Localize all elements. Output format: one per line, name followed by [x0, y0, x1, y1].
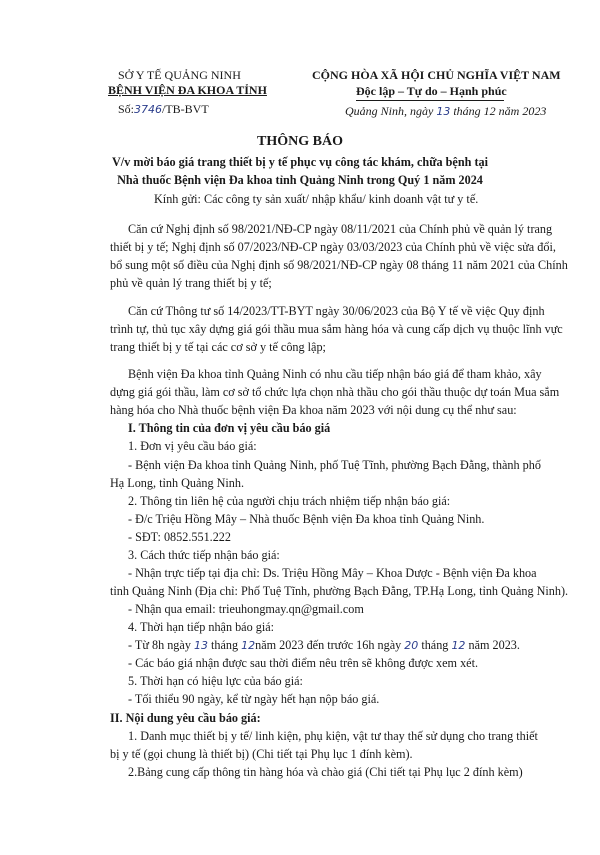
date-suffix: tháng 12 năm 2023 [453, 104, 547, 118]
body-line: 3. Cách thức tiếp nhận báo giá: [128, 548, 280, 562]
doc-no-prefix: Số: [118, 102, 135, 116]
body-line: - Đ/c Triệu Hồng Mây – Nhà thuốc Bệnh viện Đa khoa tỉnh Quảng Ninh. [128, 512, 485, 526]
agency-name: SỞ Y TẾ QUẢNG NINH [118, 68, 241, 82]
body-line: Hạ Long, tỉnh Quảng Ninh. [110, 476, 245, 490]
date-prefix: Quảng Ninh, ngày [345, 104, 434, 118]
body-line: - Bệnh viện Đa khoa tỉnh Quảng Ninh, phố Tuệ Tĩnh, phường Bạch Đằng, thành phố [128, 458, 541, 472]
subject-line-2: Nhà thuốc Bệnh viện Đa khoa tỉnh Quảng Ninh trong Quý 1 năm 2024 [117, 173, 483, 187]
national-motto: Độc lập – Tự do – Hạnh phúc [356, 84, 507, 98]
section-heading-2: II. Nội dung yêu cầu báo giá: [110, 711, 261, 725]
body-line: - Tối thiểu 90 ngày, kể từ ngày hết hạn nộp báo giá. [128, 692, 380, 706]
body-line: 5. Thời hạn có hiệu lực của báo giá: [128, 674, 303, 688]
body-line: 1. Đơn vị yêu cầu báo giá: [128, 439, 257, 453]
deadline-day-end: 20 [404, 639, 419, 652]
body-line: bổ sung một số điều của Nghị định số 98/2021/NĐ-CP ngày 08 tháng 11 năm 2021 của Chính [110, 258, 568, 272]
body-line: tỉnh Quảng Ninh (Địa chỉ: Phố Tuệ Tĩnh, phường Bạch Đằng, TP.Hạ Long, tỉnh Quảng Ninh). [110, 584, 569, 598]
body-line: bị y tế (gọi chung là thiết bị) (Chi tiết tại Phụ lục 1 đính kèm). [110, 747, 413, 761]
date-day-handwritten: 13 [436, 105, 451, 118]
country-name: CỘNG HÒA XÃ HỘI CHỦ NGHĨA VIỆT NAM [312, 68, 561, 82]
deadline-month-start: 12 [241, 639, 256, 652]
deadline-text: năm 2023. [468, 638, 520, 652]
body-line: - Nhận qua email: trieuhongmay.qn@gmail.com [128, 602, 364, 616]
motto-underline [356, 100, 504, 101]
deadline-month-end: 12 [451, 639, 466, 652]
issue-date [345, 104, 546, 119]
section-heading-1: I. Thông tin của đơn vị yêu cầu báo giá [128, 421, 331, 435]
subject-line-1: V/v mời báo giá trang thiết bị y tế phục vụ công tác khám, chữa bệnh tại [112, 155, 488, 169]
body-line: Căn cứ Thông tư số 14/2023/TT-BYT ngày 30/06/2023 của Bộ Y tế về việc Quy định [128, 304, 545, 318]
body-line: - Các báo giá nhận được sau thời điểm nêu trên sẽ không được xem xét. [128, 656, 479, 670]
body-line: thiết bị y tế; Nghị định số 07/2023/NĐ-CP ngày 03/03/2023 của Chính phủ về việc sửa đổi, [110, 240, 556, 254]
document-title: THÔNG BÁO [257, 134, 343, 149]
body-line: 4. Thời hạn tiếp nhận báo giá: [128, 620, 275, 634]
body-line: 2. Thông tin liên hệ của người chịu trách nhiệm tiếp nhận báo giá: [128, 494, 451, 508]
deadline-line [128, 638, 520, 653]
doc-no-suffix: /TB-BVT [162, 102, 209, 116]
body-line: trang thiết bị y tế tại các cơ sở y tế công lập; [110, 340, 326, 354]
body-line: phủ về quản lý trang thiết bị y tế; [110, 276, 272, 290]
body-line: 2.Bảng cung cấp thông tin hàng hóa và chào giá (Chi tiết tại Phụ lục 2 đính kèm) [128, 765, 523, 779]
body-line: hàng hóa cho Nhà thuốc bệnh viện Đa khoa năm 2023 với nội dung cụ thể như sau: [110, 403, 517, 417]
body-line: - SĐT: 0852.551.222 [128, 530, 231, 544]
body-line: Bệnh viện Đa khoa tỉnh Quảng Ninh có nhu cầu tiếp nhận báo giá để tham khảo, xây [128, 367, 542, 381]
recipient-line: Kính gửi: Các công ty sản xuất/ nhập khẩu/ kinh doanh vật tư y tế. [154, 192, 479, 206]
body-line: Căn cứ Nghị định số 98/2021/NĐ-CP ngày 08/11/2021 của Chính phủ về quản lý trang [128, 222, 553, 236]
body-line: 1. Danh mục thiết bị y tế/ linh kiện, phụ kiện, vật tư thay thế sử dụng cho trang thiết [128, 729, 538, 743]
deadline-day-start: 13 [193, 639, 208, 652]
body-line: trình tự, thủ tục xây dựng giá gói thầu mua sắm hàng hóa và cung cấp dịch vụ thuộc lĩnh vực [110, 322, 563, 336]
body-line: dựng giá gói thầu, làm cơ sở tổ chức lựa chọn nhà thầu cho gói thầu thuộc dự toán Mua sắm [110, 385, 560, 399]
doc-no-handwritten: 3746 [134, 103, 163, 116]
deadline-text: tháng [211, 638, 239, 652]
deadline-text: năm 2023 đến trước 16h ngày [255, 638, 402, 652]
hospital-name: BỆNH VIỆN ĐA KHOA TỈNH [108, 83, 267, 97]
body-line: - Nhận trực tiếp tại địa chỉ: Ds. Triệu Hồng Mây – Khoa Dược - Bệnh viện Đa khoa [128, 566, 537, 580]
deadline-text: tháng [421, 638, 449, 652]
document-number [118, 102, 209, 117]
deadline-text: - Từ 8h ngày [128, 638, 191, 652]
